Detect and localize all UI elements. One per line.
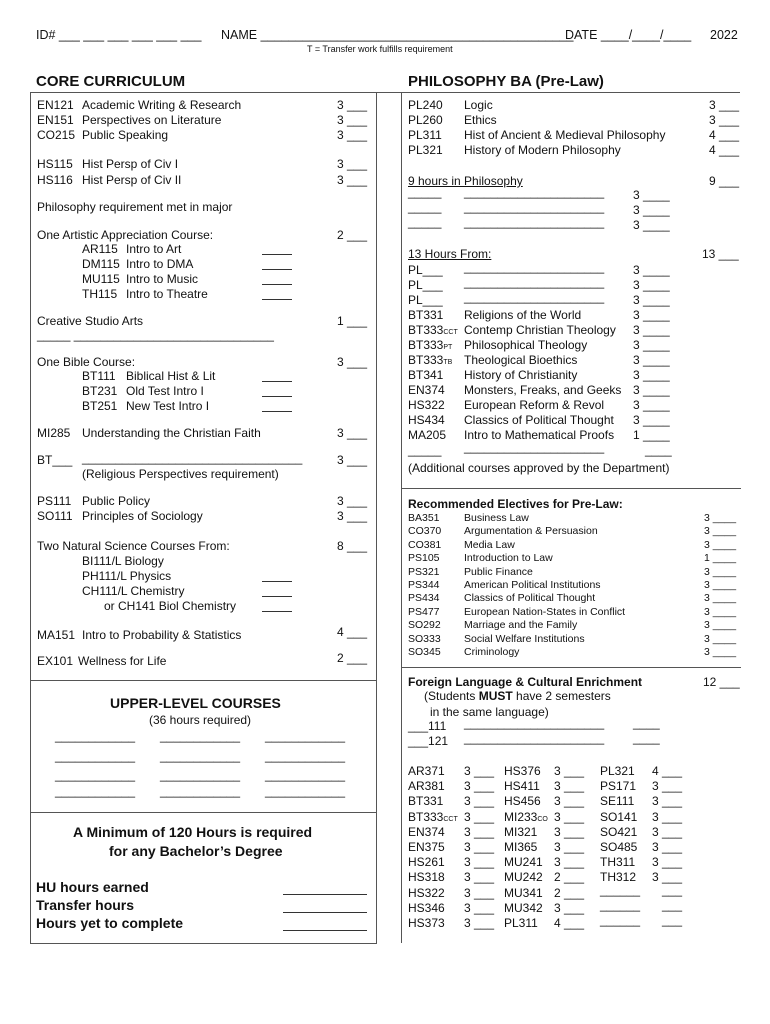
course-code: PS321: [408, 565, 440, 578]
art-check-blank[interactable]: [262, 284, 292, 285]
course-hours[interactable]: 3 ____: [633, 368, 670, 382]
science-check-blank[interactable]: [262, 581, 292, 582]
course-name: Principles of Sociology: [82, 509, 203, 523]
course-code: BT251: [82, 399, 118, 413]
art-title: One Artistic Appreciation Course:: [37, 228, 214, 242]
upper-course-blank[interactable]: ____________: [160, 749, 241, 763]
course-code: EN374: [408, 383, 445, 397]
nine-blank-name[interactable]: _____________________: [464, 215, 605, 229]
language-hours-blank[interactable]: ____: [633, 731, 660, 745]
course-hours[interactable]: 3 ____: [704, 512, 737, 524]
science-title: Two Natural Science Courses From:: [37, 539, 230, 553]
course-name: Philosophical Theology: [464, 338, 588, 352]
course-code: PS111: [37, 494, 72, 508]
nine-blank-code[interactable]: _____: [408, 185, 442, 199]
foreign-hours[interactable]: 12 ___: [703, 675, 740, 689]
enrichment-course-hours[interactable]: 4 ___: [554, 916, 585, 930]
course-code: CO215: [37, 128, 76, 142]
language-code[interactable]: ___111: [408, 719, 447, 733]
enrichment-course-code: AR381: [408, 779, 445, 794]
enrichment-course-code: SO421: [600, 824, 638, 839]
course-name: Wellness for Life: [78, 654, 167, 668]
language-code[interactable]: ___121: [408, 734, 449, 748]
course-name[interactable]: _____________________: [464, 290, 605, 304]
enrichment-course-hours[interactable]: 3 ___: [652, 840, 683, 854]
course-name: Public Finance: [464, 565, 533, 578]
enrichment-course-hours[interactable]: 3 ___: [464, 870, 495, 885]
course-code: BT333CCT: [408, 323, 458, 337]
enrichment-course-code: ______: [600, 882, 641, 897]
enrichment-course-hours[interactable]: 3 ___: [652, 794, 683, 809]
enrichment-course-hours[interactable]: 2 ___: [554, 885, 585, 900]
course-code: EN121: [37, 98, 74, 112]
foreign-requirement-must: MUST: [478, 689, 513, 703]
foreign-requirement-pre: (Students: [424, 689, 479, 703]
course-hours[interactable]: 3 ____: [633, 278, 670, 292]
course-hours[interactable]: 3 ___: [337, 426, 368, 440]
course-name: Religions of the World: [464, 308, 582, 322]
enrichment-course-code: ______: [600, 897, 641, 912]
studio-blank[interactable]: _____ ______________________________: [37, 328, 274, 342]
science-option: or CH141 Biol Chemistry: [104, 599, 237, 613]
enrichment-course-code: MU241: [504, 855, 543, 870]
course-code: BT331: [408, 308, 444, 322]
course-code: PS434: [408, 592, 440, 605]
enrichment-course-code: HS346: [408, 900, 445, 915]
course-code: HS116: [37, 173, 73, 187]
course-name: Academic Writing & Research: [82, 98, 242, 112]
course-code: BT333PT: [408, 338, 453, 352]
bt-hours[interactable]: 3 ___: [337, 453, 368, 467]
course-hours[interactable]: 2 ___: [337, 651, 368, 665]
course-name: Intro to Probability & Statistics: [82, 628, 242, 642]
course-name: Public Speaking: [82, 128, 169, 142]
enrichment-course-hours[interactable]: 3 ___: [652, 824, 683, 839]
nine-blank-name[interactable]: _____________________: [464, 185, 605, 199]
enrichment-course-code: MI233CO: [504, 809, 548, 824]
course-code: CO370: [408, 525, 442, 538]
enrichment-course-code: HS318: [408, 870, 445, 885]
enrichment-course-code: MI321: [504, 824, 538, 839]
enrichment-course-code: SO141: [600, 809, 638, 824]
course-name: New Test Intro I: [126, 399, 210, 413]
course-code: PS344: [408, 579, 440, 591]
total-blank[interactable]: [283, 930, 367, 931]
upper-course-blank[interactable]: ____________: [265, 729, 346, 743]
total-label: Transfer hours: [36, 897, 135, 913]
nine-blank-name[interactable]: _____________________: [464, 200, 605, 214]
course-hours[interactable]: 3 ____: [633, 308, 670, 322]
nine-hours[interactable]: 9 ___: [709, 174, 740, 188]
enrichment-course-hours[interactable]: 2 ___: [554, 870, 585, 885]
course-name: European Reform & Revol: [464, 398, 605, 412]
studio-hours[interactable]: 1 ___: [337, 314, 368, 328]
course-name: Understanding the Christian Faith: [82, 426, 261, 440]
course-hours[interactable]: 3 ___: [337, 494, 368, 508]
science-option: BI111/L Biology: [82, 554, 164, 568]
course-code: MA151: [37, 628, 76, 642]
course-code: BA351: [408, 512, 440, 524]
course-code: _____: [408, 443, 442, 457]
electives-bottom-rule: [401, 667, 741, 668]
nine-blank-code[interactable]: _____: [408, 200, 442, 214]
course-hours[interactable]: 3 ___: [709, 98, 740, 112]
enrichment-course-code: TH311: [600, 855, 636, 870]
language-name-blank[interactable]: _____________________: [464, 716, 605, 730]
upper-course-blank[interactable]: ____________: [265, 749, 346, 763]
course-code: PL___: [408, 278, 443, 292]
upper-course-blank[interactable]: ____________: [55, 784, 136, 798]
foreign-requirement: [424, 689, 611, 704]
upper-course-blank[interactable]: ____________: [55, 768, 136, 782]
art-check-blank[interactable]: [262, 254, 292, 255]
minimum-line2: for any Bachelor’s Degree: [109, 843, 283, 859]
course-name: Introduction to Law: [464, 552, 553, 565]
course-name[interactable]: _____________________: [464, 260, 605, 274]
language-name-blank[interactable]: _____________________: [464, 731, 605, 745]
course-hours[interactable]: 1 ____: [704, 552, 737, 565]
science-option: CH111/L Chemistry: [82, 584, 185, 598]
electives-title: Recommended Electives for Pre-Law:: [408, 497, 623, 511]
enrichment-course-code: PS171: [600, 779, 637, 794]
upper-course-blank[interactable]: ____________: [265, 784, 346, 798]
major-title: PHILOSOPHY BA (Pre-Law): [408, 73, 604, 90]
course-name: Marriage and the Family: [464, 619, 578, 632]
enrichment-course-code: SO485: [600, 840, 638, 854]
enrichment-course-code: SE111: [600, 794, 635, 809]
art-check-blank[interactable]: [262, 299, 292, 300]
course-hours[interactable]: 3 ___: [337, 128, 368, 142]
course-code: MA205: [408, 428, 447, 442]
foreign-title: Foreign Language & Cultural Enrichment: [408, 675, 643, 689]
science-option: PH111/L Physics: [82, 569, 172, 583]
course-code: EX101: [37, 654, 74, 668]
course-hours[interactable]: 4 ___: [709, 143, 740, 157]
course-code: SO292: [408, 619, 441, 632]
enrichment-course-hours[interactable]: 3 ___: [554, 900, 585, 915]
foreign-requirement-line3: in the same language): [430, 705, 549, 719]
total-label: Hours yet to complete: [36, 915, 184, 931]
enrichment-course-code: PL321: [600, 764, 635, 778]
course-code: BT341: [408, 368, 444, 382]
course-name: Business Law: [464, 512, 529, 524]
studio-title: Creative Studio Arts: [37, 314, 144, 328]
course-hours[interactable]: 3 ____: [633, 338, 670, 352]
course-code: SO111: [37, 509, 73, 523]
course-name: Classics of Political Thought: [464, 413, 614, 427]
course-hours[interactable]: 3 ___: [337, 113, 368, 127]
center-divider: [376, 92, 377, 943]
upper-subtitle: (36 hours required): [149, 713, 252, 727]
id-field[interactable]: ID# ___ ___ ___ ___ ___ ___: [36, 28, 202, 42]
bible-check-blank[interactable]: [262, 381, 292, 382]
course-code-suffix: TB: [443, 359, 453, 366]
course-hours[interactable]: 3 ____: [633, 383, 670, 397]
course-name: European Nation-States in Conflict: [464, 605, 626, 618]
enrichment-course-hours[interactable]: 3 ___: [464, 779, 495, 794]
upper-course-blank[interactable]: ____________: [55, 749, 136, 763]
course-hours[interactable]: 3 ___: [337, 173, 368, 187]
upper-course-blank[interactable]: ____________: [265, 768, 346, 782]
enrichment-course-hours[interactable]: 3 ___: [554, 840, 585, 854]
enrichment-course-code: AR371: [408, 764, 445, 778]
enrichment-course-hours[interactable]: 3 ___: [464, 916, 495, 930]
course-name[interactable]: _____________________: [464, 440, 605, 454]
course-name: History of Christianity: [464, 368, 578, 382]
course-name: Hist of Ancient & Medieval Philosophy: [464, 128, 666, 142]
enrichment-course-hours[interactable]: 3 ___: [554, 764, 585, 778]
enrichment-course-hours[interactable]: 3 ___: [464, 809, 495, 824]
course-hours[interactable]: 3 ____: [633, 263, 670, 277]
course-code: BT333TB: [408, 353, 453, 367]
course-name: Logic: [464, 98, 493, 112]
course-name: Intro to Music: [126, 272, 199, 286]
course-name: Theological Bioethics: [464, 353, 578, 367]
foreign-requirement-post: have 2 semesters: [512, 689, 611, 703]
bible-check-blank[interactable]: [262, 396, 292, 397]
major-bottom-rule: [401, 488, 741, 489]
enrichment-course-hours[interactable]: 3 ___: [464, 900, 495, 915]
enrichment-course-code: HS261: [408, 855, 445, 870]
course-hours[interactable]: 3 ____: [704, 605, 737, 618]
course-name: Media Law: [464, 538, 515, 551]
course-name: Social Welfare Institutions: [464, 632, 585, 645]
course-hours[interactable]: 3 ___: [709, 113, 740, 127]
core-bottom-rule: [30, 680, 377, 681]
additional-note: (Additional courses approved by the Department): [408, 461, 670, 475]
enrichment-course-code: HS411: [504, 779, 540, 794]
upper-course-blank[interactable]: ____________: [160, 768, 241, 782]
enrichment-course-code: EN374: [408, 824, 445, 839]
bt-blank[interactable]: _________________________________: [82, 451, 303, 465]
enrichment-course-hours[interactable]: ___: [662, 897, 683, 912]
enrichment-course-code: MU341: [504, 885, 543, 900]
enrichment-course-code: BT331: [408, 794, 444, 809]
course-code: AR115: [82, 242, 118, 256]
total-blank[interactable]: [283, 894, 367, 895]
enrichment-course-code: EN375: [408, 840, 445, 854]
enrichment-course-hours[interactable]: 3 ___: [464, 764, 495, 778]
top-rule: [30, 92, 740, 93]
year-label: 2022: [710, 28, 738, 42]
enrichment-course-hours[interactable]: 4 ___: [652, 764, 683, 778]
enrichment-course-hours[interactable]: 3 ___: [464, 824, 495, 839]
nine-blank-code[interactable]: _____: [408, 215, 442, 229]
enrichment-course-hours[interactable]: ___: [662, 913, 683, 927]
course-name: Perspectives on Literature: [82, 113, 222, 127]
thirteen-hours[interactable]: 13 ___: [702, 247, 739, 261]
course-code-suffix: CCT: [443, 329, 458, 336]
course-code: PS477: [408, 605, 440, 618]
enrichment-course-code: HS456: [504, 794, 541, 809]
enrichment-course-hours[interactable]: 3 ___: [554, 779, 585, 794]
course-code: BT111: [82, 369, 116, 383]
course-hours[interactable]: 3 ____: [704, 525, 737, 538]
enrichment-course-hours[interactable]: 3 ___: [464, 885, 495, 900]
course-code: DM115: [82, 257, 120, 271]
course-name: Old Test Intro I: [126, 384, 204, 398]
science-hours[interactable]: 8 ___: [337, 539, 368, 553]
course-code: MI285: [37, 426, 71, 440]
enrichment-course-code: HS322: [408, 885, 445, 900]
course-name: Intro to Mathematical Proofs: [464, 428, 615, 442]
upper-title: UPPER-LEVEL COURSES: [110, 695, 281, 711]
course-hours[interactable]: 3 ____: [704, 632, 737, 645]
nine-blank-hours[interactable]: 3 ____: [633, 203, 670, 217]
course-code: BT231: [82, 384, 118, 398]
nine-blank-hours[interactable]: 3 ____: [633, 218, 670, 232]
enrichment-course-hours[interactable]: 3 ___: [464, 794, 495, 809]
enrichment-course-hours[interactable]: 3 ___: [554, 824, 585, 839]
enrichment-course-code: MU342: [504, 900, 543, 915]
course-code: SO345: [408, 646, 441, 658]
nine-hours-title: 9 hours in Philosophy: [408, 174, 523, 188]
right-col-left-border: [401, 92, 402, 943]
science-check-blank[interactable]: [262, 611, 292, 612]
enrichment-course-code: HS373: [408, 916, 445, 930]
course-name: Public Policy: [82, 494, 151, 508]
course-hours[interactable]: 3 ____: [633, 323, 670, 337]
course-code: TH115: [82, 287, 118, 301]
minimum-line1: A Minimum of 120 Hours is required: [73, 824, 313, 840]
course-hours[interactable]: 3 ____: [704, 538, 737, 551]
course-hours[interactable]: 3 ___: [337, 98, 368, 112]
course-code: PL240: [408, 98, 443, 112]
course-name: Intro to DMA: [126, 257, 194, 271]
left-border: [30, 92, 31, 943]
enrichment-course-code-suffix: CO: [537, 815, 548, 823]
nine-blank-hours[interactable]: 3 ____: [633, 188, 670, 202]
philosophy-requirement: Philosophy requirement met in major: [37, 200, 233, 214]
enrichment-course-code: PL311: [504, 916, 538, 930]
course-name: Criminology: [464, 646, 520, 658]
bt-note: (Religious Perspectives requirement): [82, 467, 279, 481]
course-hours[interactable]: 3 ____: [633, 413, 670, 427]
course-hours[interactable]: 3 ____: [704, 565, 737, 578]
course-code: PS105: [408, 552, 440, 565]
course-hours[interactable]: 3 ____: [704, 646, 737, 658]
upper-course-blank[interactable]: ____________: [55, 729, 136, 743]
enrichment-course-hours[interactable]: 3 ___: [554, 809, 585, 824]
course-name: History of Modern Philosophy: [464, 143, 621, 157]
enrichment-course-hours[interactable]: 3 ___: [652, 855, 683, 870]
course-hours[interactable]: ____: [645, 443, 672, 457]
enrichment-course-code: HS376: [504, 764, 541, 778]
enrichment-course-code-suffix: CCT: [443, 815, 458, 823]
enrichment-course-hours[interactable]: 3 ___: [652, 870, 683, 885]
science-check-blank[interactable]: [262, 596, 292, 597]
course-name: Argumentation & Persuasion: [464, 525, 598, 538]
bible-hours[interactable]: 3 ___: [337, 355, 368, 369]
course-hours[interactable]: 3 ____: [633, 398, 670, 412]
art-check-blank[interactable]: [262, 269, 292, 270]
enrichment-course-code: MU242: [504, 870, 543, 885]
course-hours[interactable]: 3 ____: [704, 579, 737, 591]
course-hours[interactable]: 3 ____: [704, 592, 737, 605]
course-hours[interactable]: 3 ____: [704, 619, 737, 632]
art-hours[interactable]: 2 ___: [337, 228, 368, 242]
enrichment-course-code: MI365: [504, 840, 538, 854]
course-name: Intro to Theatre: [126, 287, 208, 301]
upper-course-blank[interactable]: ____________: [160, 784, 241, 798]
enrichment-course-hours[interactable]: 3 ___: [554, 855, 585, 870]
course-code: HS322: [408, 398, 445, 412]
course-name: Intro to Art: [126, 242, 182, 256]
enrichment-course-code: ______: [600, 913, 641, 927]
course-code: MU115: [82, 272, 120, 286]
enrichment-course-code: TH312: [600, 870, 637, 885]
course-name: American Political Institutions: [464, 579, 601, 591]
course-name[interactable]: _____________________: [464, 275, 605, 289]
course-hours[interactable]: 3 ____: [633, 293, 670, 307]
enrichment-course-hours[interactable]: 3 ___: [464, 840, 495, 854]
course-code: HS115: [37, 157, 73, 171]
enrichment-course-hours[interactable]: 3 ___: [464, 855, 495, 870]
left-bottom-rule: [30, 943, 377, 944]
course-hours[interactable]: 4 ___: [337, 625, 368, 639]
course-code: PL260: [408, 113, 443, 127]
total-label: HU hours earned: [36, 879, 149, 895]
language-hours-blank[interactable]: ____: [633, 716, 660, 730]
bt-code[interactable]: BT___: [37, 453, 73, 467]
course-code: PL311: [408, 128, 442, 142]
course-hours[interactable]: 3 ___: [337, 509, 368, 523]
enrichment-course-hours[interactable]: 3 ___: [652, 779, 683, 794]
course-code: HS434: [408, 413, 445, 427]
upper-course-blank[interactable]: ____________: [160, 729, 241, 743]
upper-bottom-rule: [30, 812, 377, 813]
enrichment-course-hours[interactable]: ___: [662, 882, 683, 897]
course-code: PL321: [408, 143, 443, 157]
course-name: Hist Persp of Civ II: [82, 173, 182, 187]
course-code: SO333: [408, 632, 441, 645]
course-code: EN151: [37, 113, 74, 127]
thirteen-hours-title: 13 Hours From:: [408, 247, 492, 261]
name-field[interactable]: NAME _____________________________________________: [221, 28, 574, 42]
core-title: CORE CURRICULUM: [36, 73, 186, 90]
course-code: CO381: [408, 538, 442, 551]
bible-check-blank[interactable]: [262, 411, 292, 412]
date-field[interactable]: DATE ____/____/____: [565, 28, 692, 42]
course-hours[interactable]: 3 ____: [633, 353, 670, 367]
bible-title: One Bible Course:: [37, 355, 136, 369]
course-name: Contemp Christian Theology: [464, 323, 616, 337]
total-blank[interactable]: [283, 912, 367, 913]
enrichment-course-hours[interactable]: 3 ___: [652, 809, 683, 824]
course-name: Hist Persp of Civ I: [82, 157, 179, 171]
course-hours[interactable]: 4 ___: [709, 128, 740, 142]
enrichment-course-code: BT333CCT: [408, 809, 458, 824]
course-code: PL___: [408, 263, 443, 277]
course-code-suffix: PT: [443, 344, 453, 351]
course-name: Classics of Political Thought: [464, 592, 596, 605]
course-name: Biblical Hist & Lit: [126, 369, 216, 383]
course-code: PL___: [408, 293, 443, 307]
transfer-note: T = Transfer work fulfills requirement: [307, 44, 453, 54]
course-hours[interactable]: 3 ___: [337, 157, 368, 171]
course-hours[interactable]: 1 ____: [633, 428, 670, 442]
course-name: Ethics: [464, 113, 497, 127]
enrichment-course-hours[interactable]: 3 ___: [554, 794, 585, 809]
course-name: Monsters, Freaks, and Geeks: [464, 383, 622, 397]
